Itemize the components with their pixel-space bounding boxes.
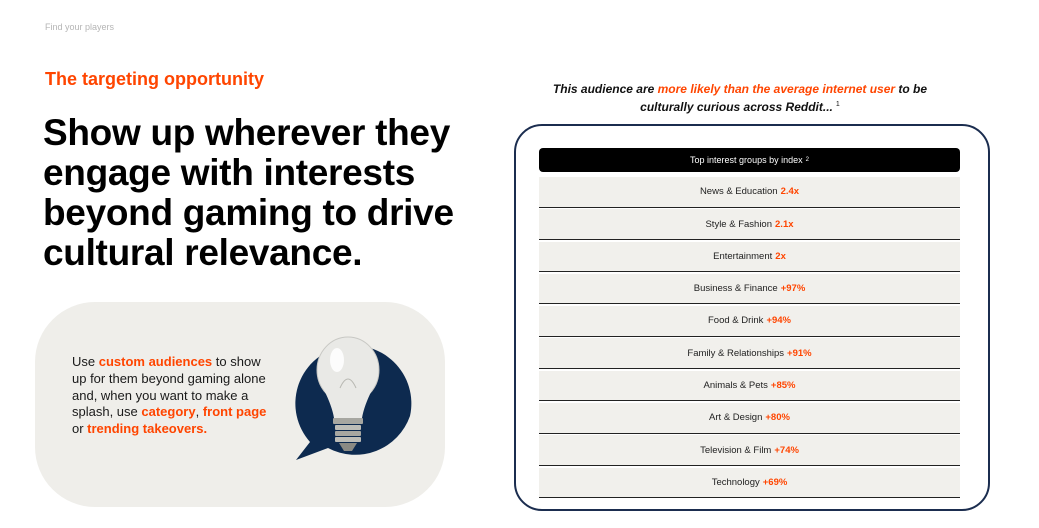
footnote-marker: 1	[835, 101, 840, 108]
page-headline: Show up wherever they engage with interests beyond gaming to drive cultural relevance.	[43, 112, 454, 273]
audience-intro: This audience are more likely than the average internet user to be culturally curious across Reddit... $^1$	[552, 82, 928, 114]
row-value: 2.4x	[780, 186, 800, 198]
table-row	[539, 371, 960, 402]
front-page-highlight: front page	[202, 404, 267, 420]
row-value: +74%	[774, 444, 799, 456]
more-likely-highlight: more likely than the average internet user	[657, 82, 896, 96]
table-row	[539, 306, 960, 337]
row-label: Business & Finance	[693, 283, 778, 295]
table-header: Top interest groups by index 2	[539, 148, 960, 172]
interest-table	[539, 177, 960, 500]
table-row	[539, 468, 960, 499]
table-row	[539, 274, 960, 305]
section-kicker: The targeting opportunity	[45, 69, 264, 89]
table-row	[539, 177, 960, 208]
category-highlight: category	[141, 404, 196, 420]
row-label: Art & Design	[709, 412, 763, 424]
row-value: +80%	[765, 412, 790, 424]
row-value: +69%	[762, 476, 788, 488]
row-label: Television & Film	[700, 444, 772, 456]
row-label: Food & Drink	[708, 315, 764, 327]
trending-takeovers-highlight: trending takeovers.	[87, 421, 208, 437]
row-value: +91%	[787, 347, 812, 359]
row-label: Entertainment	[713, 250, 773, 262]
row-label: News & Education	[699, 186, 778, 198]
table-row	[539, 209, 960, 240]
row-value: +94%	[766, 315, 791, 327]
table-row	[539, 435, 960, 466]
table-row	[539, 338, 960, 369]
row-label: Technology	[711, 476, 760, 488]
header-footnote: 2	[805, 157, 809, 163]
custom-audiences-highlight: custom audiences	[98, 354, 213, 369]
row-label: Animals & Pets	[703, 380, 768, 392]
row-value: 2x	[775, 250, 786, 262]
row-value: +85%	[770, 380, 796, 392]
row-label: Family & Relationships	[687, 347, 785, 359]
cta-text: Use custom audiences to show up for them beyond gaming alone and, when you want to make a splash, use category, front page or trending takeovers.	[72, 354, 267, 437]
table-row	[539, 242, 960, 273]
table-row	[539, 403, 960, 434]
row-label: Style & Fashion	[705, 218, 773, 230]
row-value: 2.1x	[775, 218, 794, 230]
lightbulb-icon	[288, 330, 418, 475]
eyebrow-label: Find your players	[45, 22, 115, 32]
row-value: +97%	[780, 283, 806, 295]
